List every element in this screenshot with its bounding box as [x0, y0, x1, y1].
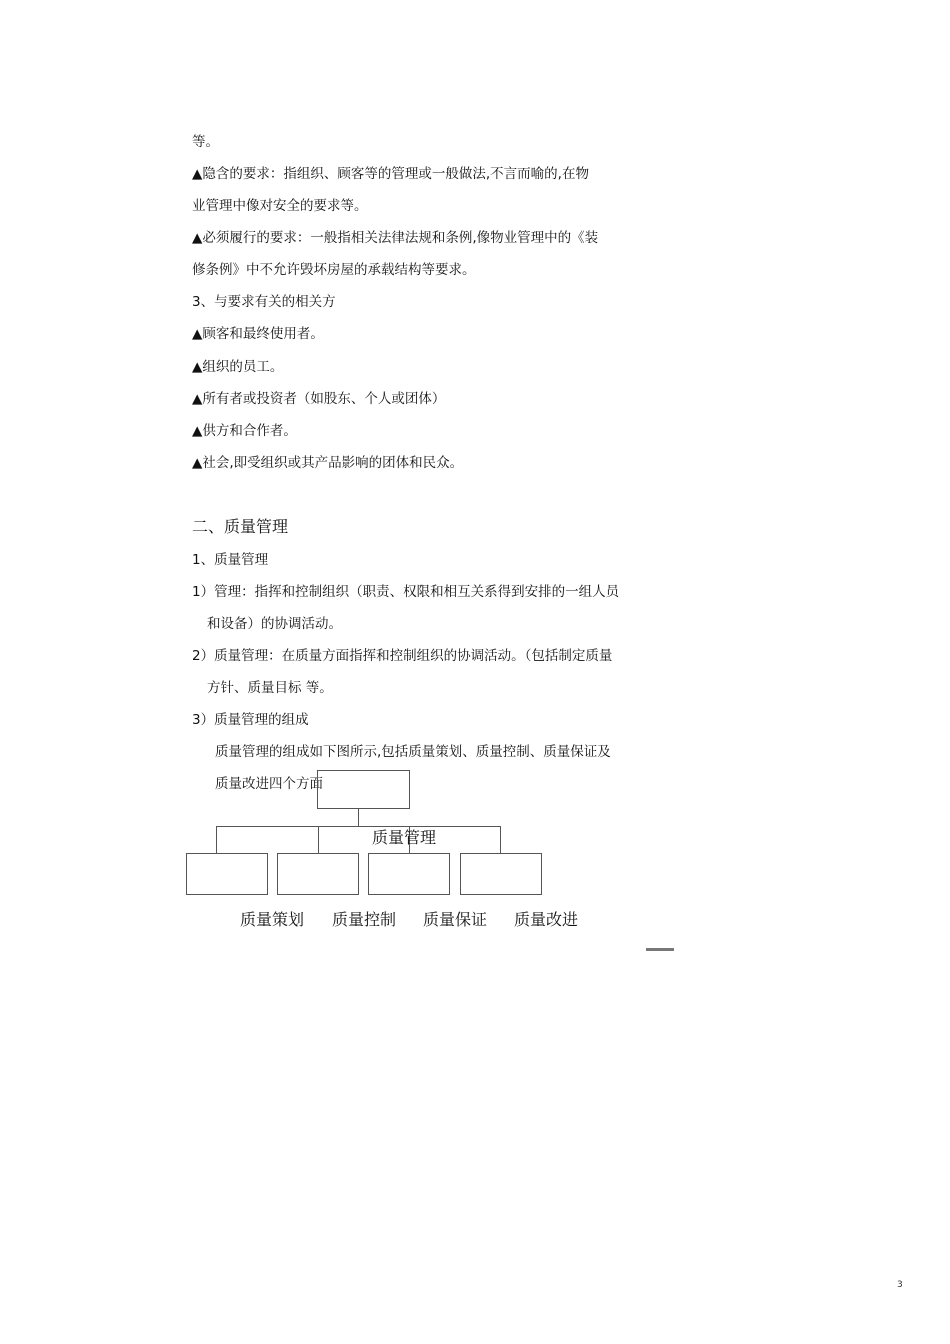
list-item: ▲组织的员工。: [192, 359, 284, 375]
branch-line: [216, 826, 501, 827]
root-label: 质量管理: [372, 828, 437, 847]
paragraph-line: 修条例》中不允许毁坏房屋的承载结构等要求。: [192, 262, 476, 278]
subsection-title: 3）质量管理的组成: [192, 712, 309, 728]
child-box: [368, 853, 450, 895]
child-box: [186, 853, 268, 895]
child-label-planning: 质量策划: [240, 910, 305, 929]
decorative-dash: [646, 948, 674, 951]
list-item: ▲供方和合作者。: [192, 423, 297, 439]
branch-drop: [216, 826, 217, 853]
root-connector: [358, 809, 359, 826]
branch-drop: [500, 826, 501, 853]
child-label-improvement: 质量改进: [514, 910, 579, 929]
paragraph-line: 1）管理：指挥和控制组织（职责、权限和相互关系得到安排的一组人员: [192, 584, 620, 600]
root-box: [317, 770, 410, 809]
child-label-assurance: 质量保证: [423, 910, 488, 929]
paragraph-line: ▲隐含的要求：指组织、顾客等的管理或一般做法,不言而喻的,在物: [192, 166, 589, 182]
list-item: ▲社会,即受组织或其产品影响的团体和民众。: [192, 455, 464, 471]
paragraph-line: 等。: [192, 134, 219, 150]
child-label-control: 质量控制: [332, 910, 397, 929]
paragraph-line: ▲必须履行的要求：一般指相关法律法规和条例,像物业管理中的《装: [192, 230, 599, 246]
list-item: ▲顾客和最终使用者。: [192, 326, 324, 342]
paragraph-line: 质量改进四个方面: [215, 776, 323, 792]
subsection-title: 3、与要求有关的相关方: [192, 294, 336, 310]
paragraph-line: 业管理中像对安全的要求等。: [192, 198, 368, 214]
paragraph-line: 2）质量管理：在质量方面指挥和控制组织的协调活动。（包括制定质量: [192, 648, 613, 664]
section-heading: 二、质量管理: [192, 517, 289, 536]
paragraph-line: 质量管理的组成如下图所示,包括质量策划、质量控制、质量保证及: [215, 744, 611, 760]
child-box: [277, 853, 359, 895]
page-number: 3: [897, 1280, 903, 1290]
list-item: ▲所有者或投资者（如股东、个人或团体）: [192, 391, 446, 407]
paragraph-line: 和设备）的协调活动。: [207, 616, 342, 632]
subsection-title: 1、质量管理: [192, 552, 269, 568]
child-box: [460, 853, 542, 895]
branch-drop: [318, 826, 319, 853]
paragraph-line: 方针、质量目标 等。: [207, 680, 333, 696]
